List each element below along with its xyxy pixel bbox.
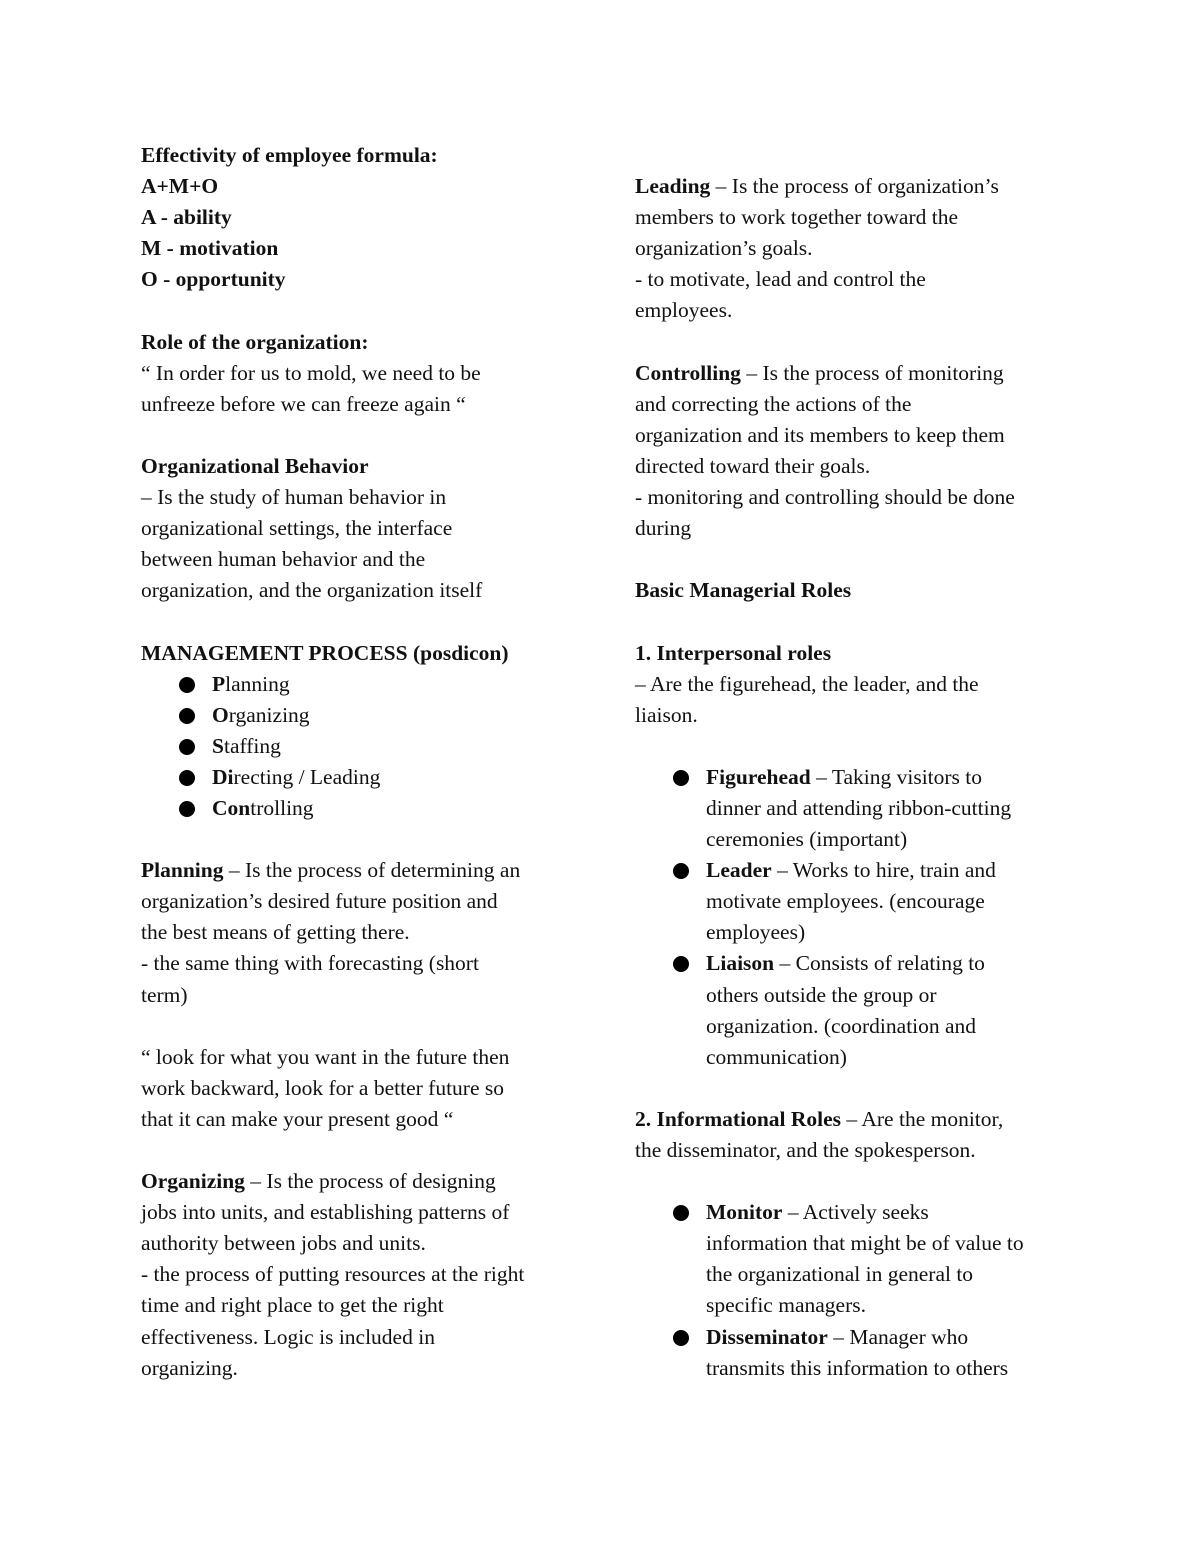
- controlling-line: during: [635, 516, 692, 541]
- list-item: Directing / Leading: [141, 762, 581, 793]
- list-item-continuation: communication): [706, 1044, 847, 1069]
- leading-line: members to work together toward the: [635, 205, 959, 230]
- role-quote-line: unfreeze before we can freeze again “: [141, 391, 466, 416]
- interpersonal-heading: 1. Interpersonal roles: [635, 640, 832, 665]
- formula: A+M+O: [141, 174, 219, 199]
- quote-line: work backward, look for a better future so: [141, 1075, 504, 1100]
- list-item: Controlling: [141, 793, 581, 824]
- controlling-line: organization and its members to keep them: [635, 422, 1005, 447]
- list-item: Monitor – Actively seeks: [635, 1197, 1075, 1228]
- list-item: Figurehead – Taking visitors to: [635, 762, 1075, 793]
- planning-line: organization’s desired future position and: [141, 889, 498, 914]
- list-item-continuation: dinner and attending ribbon-cutting: [706, 795, 1012, 820]
- planning-term: Planning: [141, 858, 224, 883]
- informational-line: 2. Informational Roles – Are the monitor,: [635, 1106, 1004, 1131]
- ob-text-line: between human behavior and the: [141, 547, 426, 572]
- organizing-line: organizing.: [141, 1355, 238, 1380]
- interpersonal-line: liaison.: [635, 702, 698, 727]
- organizing-line: time and right place to get the right: [141, 1293, 444, 1318]
- bullet-icon: [179, 708, 195, 724]
- leading-line: organization’s goals.: [635, 236, 813, 261]
- bullet-icon: [179, 770, 195, 786]
- bullet-icon: [179, 801, 195, 817]
- bullet-icon: [673, 770, 689, 786]
- bullet-icon: [673, 956, 689, 972]
- effectivity-heading: Effectivity of employee formula:: [141, 143, 438, 167]
- list-item: Leader – Works to hire, train and: [635, 855, 1075, 886]
- controlling-term: Controlling: [635, 360, 741, 385]
- formula-opportunity: O - opportunity: [141, 267, 286, 292]
- list-item-continuation: the organizational in general to: [706, 1262, 974, 1287]
- bullet-icon: [179, 677, 195, 693]
- list-item-continuation: specific managers.: [706, 1293, 866, 1318]
- controlling-line: - monitoring and controlling should be done: [635, 485, 1015, 510]
- list-item: Planning: [141, 669, 581, 700]
- bullet-icon: [673, 863, 689, 879]
- bullet-icon: [673, 1330, 689, 1346]
- list-item-continuation: information that might be of value to: [706, 1231, 1024, 1256]
- list-item-continuation: motivate employees. (encourage: [706, 889, 985, 914]
- planning-line: the best means of getting there.: [141, 920, 410, 945]
- informational-heading: 2. Informational Roles: [635, 1106, 842, 1131]
- informational-line: the disseminator, and the spokesperson.: [635, 1138, 976, 1162]
- right-column: [635, 140, 1075, 1384]
- bullet-icon: [179, 739, 195, 755]
- interpersonal-line: – Are the figurehead, the leader, and the: [635, 671, 979, 696]
- organizing-line: effectiveness. Logic is included in: [141, 1324, 435, 1349]
- bullet-icon: [673, 1205, 689, 1221]
- leading-line: employees.: [635, 298, 733, 323]
- organizing-line: authority between jobs and units.: [141, 1231, 426, 1256]
- organizing-term: Organizing: [141, 1169, 245, 1194]
- quote-line: “ look for what you want in the future then: [141, 1044, 510, 1069]
- list-item: Disseminator – Manager who: [635, 1322, 1075, 1353]
- management-process-list: [141, 669, 581, 824]
- organizing-line: Organizing – Is the process of designing: [141, 1169, 496, 1194]
- list-item: Organizing: [141, 700, 581, 731]
- planning-line: - the same thing with forecasting (short: [141, 951, 479, 976]
- list-item-continuation: others outside the group or: [706, 982, 937, 1007]
- role-quote-line: “ In order for us to mold, we need to be: [141, 360, 481, 385]
- controlling-line: and correcting the actions of the: [635, 391, 912, 416]
- ob-text-line: – Is the study of human behavior in: [141, 485, 447, 510]
- planning-line: Planning – Is the process of determining an: [141, 858, 521, 883]
- leading-line: - to motivate, lead and control the: [635, 267, 926, 292]
- quote-line: that it can make your present good “: [141, 1106, 454, 1131]
- role-heading: Role of the organization:: [141, 329, 369, 354]
- planning-line: term): [141, 982, 188, 1007]
- ob-text-line: organization, and the organization itself: [141, 578, 483, 603]
- leading-line: Leading – Is the process of organization’s: [635, 174, 999, 199]
- basic-managerial-roles-heading: Basic Managerial Roles: [635, 578, 852, 603]
- ob-text-line: organizational settings, the interface: [141, 516, 453, 541]
- formula-ability: A - ability: [141, 205, 232, 230]
- list-item: Liaison – Consists of relating to: [635, 948, 1075, 979]
- management-process-heading: MANAGEMENT PROCESS (posdicon): [141, 640, 509, 665]
- ob-heading: Organizational Behavior: [141, 453, 369, 478]
- list-item-continuation: ceremonies (important): [706, 827, 908, 852]
- controlling-line: Controlling – Is the process of monitoring: [635, 360, 1004, 385]
- left-column: [141, 140, 581, 1384]
- list-item: Staffing: [141, 731, 581, 762]
- controlling-line: directed toward their goals.: [635, 453, 871, 478]
- formula-motivation: M - motivation: [141, 236, 279, 261]
- list-item-continuation: transmits this information to others: [706, 1355, 1009, 1380]
- list-item-continuation: employees): [706, 920, 806, 945]
- list-item-continuation: organization. (coordination and: [706, 1013, 977, 1038]
- organizing-line: - the process of putting resources at the right: [141, 1262, 525, 1287]
- informational-list: [635, 1197, 1075, 1384]
- interpersonal-list: [635, 762, 1075, 1073]
- leading-term: Leading: [635, 174, 711, 199]
- organizing-line: jobs into units, and establishing patterns of: [141, 1200, 510, 1225]
